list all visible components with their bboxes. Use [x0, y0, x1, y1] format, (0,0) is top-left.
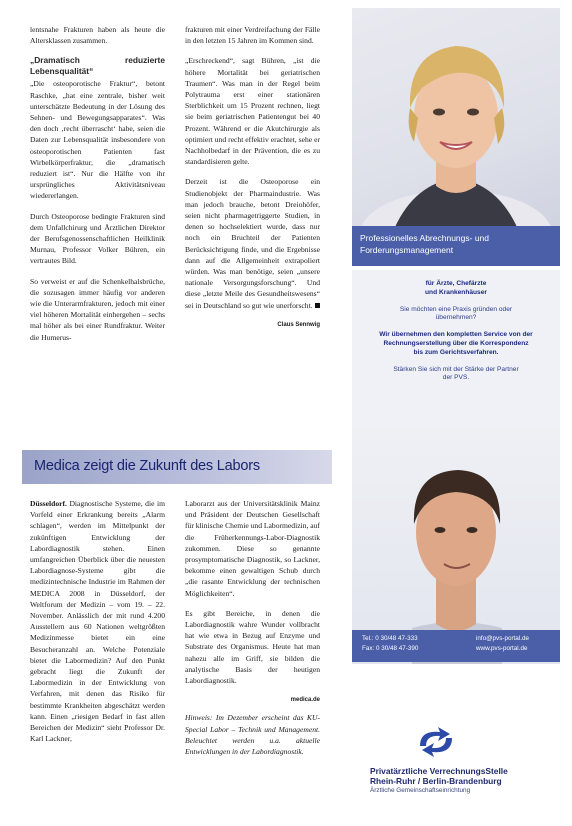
- paragraph: [30, 498, 165, 744]
- man-portrait-image: [352, 428, 560, 664]
- ad-paragraph: Sie möchten eine Praxis gründen oder übernehmen?: [399, 305, 513, 322]
- woman-portrait-image: [352, 8, 560, 228]
- paragraph: „Erschreckend“, sagt Bühren, „ist die höhere Mortalität bei geriatrischen Traumen“. Was man in der Regel beim Polytrauma erst einer stationären Sterblichkeit um 15 Prozent rechnen, liegt sie beim geriatrischen Patientengut bei 40 Prozent. Während er die Akutchirurgie als optimiert und recht effektiv erachtet, sehe er Nachholbedarf in der Prävention, die es zu standardisieren gelte.: [185, 56, 320, 167]
- article-osteoporosis-column-2: [185, 24, 320, 331]
- audience-line-1: für Ärzte, Chefärzte: [425, 280, 487, 287]
- dateline: Düsseldorf.: [30, 499, 67, 508]
- paragraph-text: Diagnostische Systeme, die im Vorfeld einer Erkrankung bereits „Alarm schlagen“, werden im Mittelpunkt der zukünftigen Entwicklung der Labordiagnostik stehen. Einen umfangreichen Überblick über die neuesten Labordiagnose-Systeme gibt die medizintechnische Industrie im Rahmen der MEDICA 2008 in Düsseldorf, der Weltforum der Medizin – vom 19. – 22. November. Anlässlich der mit rund 4.200 Ausstellern aus 60 Nationen weltgrößten Medizinmesse bietet ein eine Besucheranzahl an. Welche Potenziale bietet die Labormedizin? Auf den Punkt gebracht liegt die Zukunft der Labormedizin in der Entwicklung von Verfahren, mit denen das Risiko für bestimmte Krankheiten abgeschätzt werden kann. Einen „riesigen Bedarf in fast allen Bereichen der Medizin“ sieht Professor Dr. Karl Lackner,: [30, 499, 165, 744]
- audience-line-2: und Krankenhäuser: [425, 288, 487, 296]
- pvs-advertisement: [352, 8, 560, 818]
- article-osteoporosis-column-1: [30, 24, 165, 352]
- fax-number: Fax: 0 30/48 47-390: [362, 645, 419, 652]
- subheading: „Dramatisch reduzierte Lebensqualität“: [30, 55, 165, 76]
- paragraph: [185, 176, 320, 310]
- ad-paragraph: Wir übernehmen den kompletten Service von der Rechnungserstellung über die Korrespondenz bis zum Gerichtsverfahren.: [379, 331, 533, 356]
- ad-headline-band: [352, 226, 560, 266]
- paragraph: Durch Osteoporose bedingte Frakturen sind dem Unfallchirurg und Ärztlichen Direktor der Berufsgenossenschaftlichen Heilklinik Murnau, Professor Volker Bühren, ein vertrautes Bild.: [30, 211, 165, 266]
- paragraph: frakturen mit einer Verdreifachung der Fälle in den letzten 15 Jahren im Kommen sind.: [185, 25, 320, 46]
- paragraph-text: Derzeit ist die Osteoporose ein Studienobjekt der Pharmaindustrie. Was man jedoch brauche, betont Dreiohöfer, seien nicht pharmagetriggerte Studien, in denen so hochselektiert wurde, dass nur noch ein Bruchteil der Patienten Berücksichtigung finde, und die Ergebnisse dann auf die Allgemeinheit extrapoliert würden. Was man benötige, seien „unsere nationale Versorgungsforschung“. Und diese „letzte Meile des Gesundheitswesens“ sei in Deutschland so gut wie unerforscht.: [185, 177, 320, 310]
- ad-paragraph: Stärken Sie sich mit der Stärke der Partner der PVS.: [393, 365, 519, 382]
- source-credit: medica.de: [290, 697, 320, 704]
- ad-body: [352, 270, 560, 430]
- email-link[interactable]: info@pvs-portal.de: [476, 635, 529, 642]
- phone-number: Tel.: 0 30/48 47-333: [362, 635, 418, 642]
- paragraph: Es gibt Bereiche, in denen die Labordiagnostik wahre Wunder vollbracht hat wie etwa in Bezug auf Enzyme und Substrate des Organismus. Heute hat man nahezu alle im Griff, sie bilden die analytische Basis der heutigen Labordiagnostik.: [185, 608, 320, 686]
- paragraph: „Die osteoporotische Fraktur“, betont Raschke, „hat eine zentrale, bisher weit unterschätzte Bedeutung in der Lösung des Sehnen- und Bewegungsapparates“. Was den doch ‚recht überrascht‘ habe, seien die Daten zur Lebensqualität insbesondere von osteoporotischen Patienten fast Wirbelkörperfraktur, die „dramatisch reduziert ist“. Nur die Hälfte von ihr ursprüngliches Aktivitätsniveau wiedererlangen.: [30, 79, 165, 201]
- pvs-logo-icon: [414, 726, 458, 758]
- end-mark: [315, 303, 320, 308]
- ad-headline: Professionelles Abrechnungs- und Forderungsmanagement: [360, 233, 489, 255]
- ad-contact-band: [352, 630, 560, 662]
- author-byline: Claus Sennwig: [277, 321, 320, 328]
- article-medica-column-2: [185, 498, 320, 766]
- article-banner: [22, 450, 332, 484]
- article-title: Medica zeigt die Zukunft des Labors: [34, 458, 260, 474]
- article-medica-column-1: [30, 498, 165, 753]
- paragraph: lentsnahe Frakturen haben als heute die Altersklassen zusammen.: [30, 25, 165, 46]
- website-link[interactable]: www.pvs-portal.de: [476, 645, 528, 652]
- organization-name: Privatärztliche VerrechnungsStelle Rhein-Ruhr / Berlin-Brandenburg Ärztliche Gemeinschaftseinrichtung: [370, 766, 508, 794]
- paragraph: So verweist er auf die Schenkelhalsbrüche, die sozusagen immer häufig vor anderen wie die Unterarmfrakturen, jedoch mit einer viel höheren Mortalität einhergehen – sechs mal höher als bei einer Rundfraktur. Weiter die Humerus-: [30, 276, 165, 342]
- woman-portrait-illustration: [352, 8, 560, 228]
- man-portrait-illustration: [352, 428, 560, 664]
- paragraph: Laborarzt aus der Universitätsklinik Mainz und Präsident der Deutschen Gesellschaft für klinische Chemie und Labormedizin, auf die Früherkennungs-Labor-Diagnostik zukommen. Diese so genannte prosymptomatische Diagnostik, so Lackner, bekomme einen gewaltigen Schub durch „die rasante Entwicklung der technischen Möglichkeiten“.: [185, 499, 320, 598]
- note-paragraph: Hinweis: Im Dezember erscheint das KU-Special Labor – Technik und Management. Beleuchtet werden u.a. aktuelle Entwicklungen in der Labordiagnostik.: [185, 713, 320, 757]
